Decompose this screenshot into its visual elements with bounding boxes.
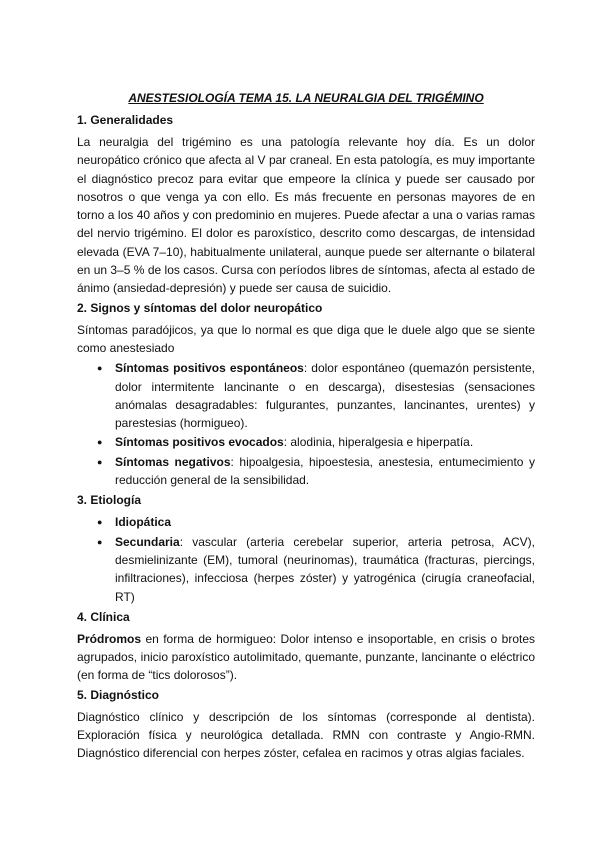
- paragraph-clinica: [77, 630, 535, 685]
- list-etiologia: [77, 513, 535, 605]
- prodromos-label: Pródromos: [77, 631, 142, 646]
- heading-etiologia: 3. Etiología: [77, 493, 142, 508]
- heading-generalidades: 1. Generalidades: [77, 113, 174, 127]
- bullet-icon: ●: [97, 437, 103, 448]
- list-item-label: Síntomas negativos: [115, 454, 231, 469]
- list-item-text: : dolor espontáneo (quemazón persistente, dolor intermitente lancinante o en descarga), disestesias (sensaciones anómalas desagradables: fulgurantes, punzantes, lancinantes, urentes) y parestesias (hormigueo).: [115, 361, 536, 431]
- paragraph-signos-intro: Síntomas paradójicos, ya que lo normal es que diga que le duele algo que se siente como anestesiado: [77, 322, 535, 355]
- list-item: [97, 533, 535, 606]
- heading-signos-sintomas: 2. Signos y síntomas del dolor neuropático: [77, 300, 323, 315]
- bullet-icon: ●: [97, 363, 103, 374]
- list-item: [97, 513, 535, 531]
- paragraph-diagnostico: Diagnóstico clínico y descripción de los síntomas (corresponde al dentista). Exploración física y neurológica detallada. RMN con contraste y Angio-RMN. Diagnóstico diferencial con herpes zóster, cefalea en racimos y otras algias faciales.: [77, 709, 535, 761]
- list-item: [97, 433, 535, 451]
- list-item-label: Secundaria: [115, 534, 180, 549]
- list-item-text: : hipoalgesia, hipoestesia, anestesia, entumecimiento y reducción general de la sensibilidad.: [115, 454, 535, 488]
- bullet-icon: ●: [97, 536, 103, 547]
- bullet-icon: ●: [97, 456, 103, 467]
- prodromos-text: en forma de hormigueo: Dolor intenso e insoportable, en crisis o brotes agrupados, inicio paroxístico autolimitado, quemante, punzante, lancinante o eléctrico (en forma de “tics dolorosos”).: [77, 631, 535, 683]
- heading-diagnostico: 5. Diagnóstico: [77, 687, 160, 702]
- list-item-text: : alodinia, hiperalgesia e hiperpatía.: [283, 435, 474, 450]
- bullet-icon: ●: [97, 517, 103, 528]
- list-item-label: Idiopática: [115, 515, 172, 530]
- list-item-label: Síntomas positivos evocados: [115, 435, 284, 450]
- document-content: [77, 90, 535, 765]
- list-item-text: : vascular (arteria cerebelar superior, arteria petrosa, ACV), desmielinizante (EM), tumoral (neurinomas), traumática (fracturas, piercings, infiltraciones), infecciosa (herpes zóster) y yatrogénica (cirugía craneofacial, RT): [115, 534, 535, 604]
- paragraph-generalidades: La neuralgia del trigémino es una patología relevante hoy día. Es un dolor neuropático crónico que afecta al V par craneal. En esta patología, es muy importante el diagnóstico precoz para evitar que empeore la clínica y puede ser causado por nosotros o que venga ya con ello. Es más frecuente en personas mayores de en torno a los 40 años y con predominio en mujeres. Puede afectar a una o varias ramas del nervio trigémino. El dolor es paroxístico, descrito como descargas, de intensidad elevada (EVA 7–10), habitualmente unilateral, aunque puede ser alternante o bilateral en un 3–5 % de los casos. Cursa con períodos libres de síntomas, afecta al estado de ánimo (ansiedad-depresión) y puede ser causa de suicidio.: [77, 135, 535, 296]
- list-signos-sintomas: [77, 359, 535, 489]
- document-title: ANESTESIOLOGÍA TEMA 15. LA NEURALGIA DEL TRIGÉMINO: [128, 91, 484, 105]
- list-item: [97, 453, 535, 490]
- heading-clinica: 4. Clínica: [77, 609, 130, 624]
- list-item: [97, 359, 536, 432]
- list-item-label: Síntomas positivos espontáneos: [115, 361, 304, 376]
